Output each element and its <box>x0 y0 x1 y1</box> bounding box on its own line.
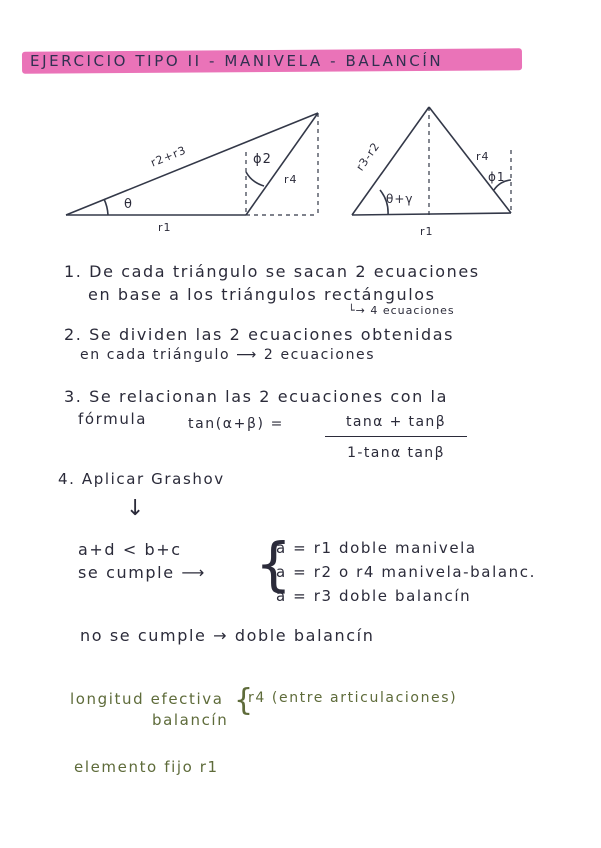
down-arrow-icon: ↓ <box>126 496 147 521</box>
grashof-case2: a = r2 o r4 manivela-balanc. <box>276 563 536 581</box>
grashof-case1: a = r1 doble manivela <box>276 539 477 557</box>
longitud-value: r4 (entre articulaciones) <box>248 690 458 706</box>
formula-fraction <box>325 414 467 461</box>
brace-small-icon: { <box>234 683 254 718</box>
diagram2-right-label: r4 <box>476 150 490 163</box>
step2-line2: en cada triángulo ⟶ 2 ecuaciones <box>80 347 376 363</box>
diagram2-left-label: r3-r2 <box>353 139 383 174</box>
step1-note: └→ 4 ecuaciones <box>348 304 455 317</box>
step4-line1: 4. Aplicar Grashov <box>58 470 225 488</box>
grashof-holds: se cumple ⟶ <box>78 563 206 582</box>
step3-line2: fórmula <box>78 410 148 428</box>
diagram2-base-label: r1 <box>420 225 434 238</box>
diagram1-phi-label: ϕ2 <box>253 152 272 167</box>
diagram1-angle-label: θ <box>124 197 133 212</box>
diagram2-phi-label: ϕ1 <box>488 170 506 184</box>
formula-lhs: tan(α+β) = <box>188 416 284 432</box>
formula-numerator: tanα + tanβ <box>345 414 447 430</box>
grashof-case3: a = r3 doble balancín <box>276 587 472 605</box>
longitud-line2: balancín <box>152 711 229 729</box>
fraction-bar <box>325 436 467 437</box>
diagram1-side-label: r4 <box>284 173 298 186</box>
triangle-1 <box>66 113 318 215</box>
grashof-not-holds: no se cumple → doble balancín <box>80 626 375 645</box>
brace-icon: { <box>255 530 292 598</box>
step1-line2: en base a los triángulos rectángulos <box>88 285 436 304</box>
elemento-fijo: elemento fijo r1 <box>74 758 219 776</box>
step1-line1: 1. De cada triángulo se sacan 2 ecuaciones <box>64 262 480 281</box>
grashof-condition: a+d < b+c <box>78 540 182 559</box>
page-title: EJERCICIO TIPO II - MANIVELA - BALANCÍN <box>30 52 444 70</box>
step2-line1: 2. Se dividen las 2 ecuaciones obtenidas <box>64 325 455 344</box>
step3-line1: 3. Se relacionan las 2 ecuaciones con la <box>64 387 448 406</box>
diagram1-base-label: r1 <box>158 221 172 234</box>
formula-denominator: 1-tanα tanβ <box>347 445 445 461</box>
triangle-diagrams <box>0 0 601 250</box>
longitud-line1: longitud efectiva <box>70 690 224 708</box>
diagram2-angle-label: θ+γ <box>386 192 414 206</box>
diagram1-hyp-label: r2+r3 <box>148 143 189 170</box>
